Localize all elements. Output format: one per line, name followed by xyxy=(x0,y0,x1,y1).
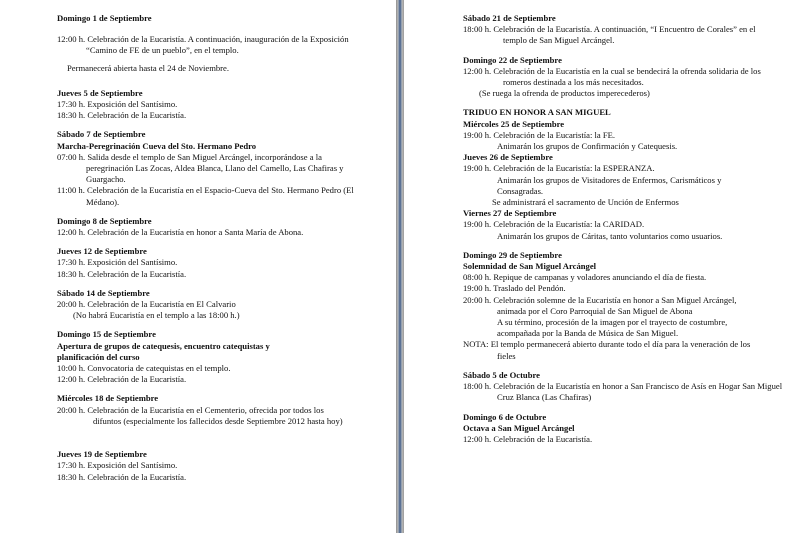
schedule-entry: 18:00 h. Celebración de la Eucaristía. A continuación, “I Encuentro de Corales” en el templo de San Miguel Arcángel. xyxy=(463,24,756,46)
schedule-entry: 20:00 h. Celebración solemne de la Eucaristía en honor a San Miguel Arcángel, animada por el Coro Parroquial de San Miguel de Abona xyxy=(463,294,737,316)
section-miercoles-18 xyxy=(57,393,357,427)
section-subtitle: Octava a San Miguel Arcángel xyxy=(463,422,575,433)
section-title: Miércoles 25 de Septiembre xyxy=(463,118,565,129)
schedule-entry: 17:30 h. Exposición del Santísimo. xyxy=(57,99,178,110)
section-domingo-22 xyxy=(463,55,783,100)
schedule-entry: 07:00 h. Salida desde el templo de San Miguel Arcángel, incorporándose a la peregrinación Las Zocas, Aldea Blanca, Llano del Camello, Las Chafiras y Guargacho. xyxy=(57,151,344,185)
schedule-entry: 10:00 h. Convocatoria de catequistas en el templo. xyxy=(57,363,231,374)
section-title: Jueves 19 de Septiembre xyxy=(57,449,147,460)
section-domingo-29 xyxy=(463,250,783,362)
section-title: Sábado 5 de Octubre xyxy=(463,369,540,380)
schedule-note: Permanecerá abierta hasta el 24 de Noviembre. xyxy=(67,62,230,73)
schedule-entry: 19:00 h. Celebración de la Eucaristía: la CARIDAD. xyxy=(463,219,645,230)
schedule-note: Animarán los grupos de Visitadores de Enfermos, Carismáticos y Consagradas. xyxy=(497,174,722,196)
section-subtitle: Apertura de grupos de catequesis, encuentro catequistas y planificación del curso xyxy=(57,340,270,362)
schedule-entry: 12:00 h. Celebración de la Eucaristía. A continuación, inauguración de la Exposición “Camino de FE de un pueblo”, en el templo. xyxy=(57,34,349,56)
schedule-entry: 20:00 h. Celebración de la Eucaristía en El Calvario xyxy=(57,299,236,310)
schedule-entry: 08:00 h. Repique de campanas y voladores anunciando el día de fiesta. xyxy=(463,272,707,283)
section-title: Domingo 15 de Septiembre xyxy=(57,329,156,340)
schedule-entry: 19:00 h. Traslado del Pendón. xyxy=(463,283,566,294)
schedule-note: Se administrará el sacramento de Unción de Enfermos xyxy=(492,197,679,208)
section-title: Viernes 27 de Septiembre xyxy=(463,208,557,219)
section-title: Miércoles 18 de Septiembre xyxy=(57,393,159,404)
schedule-entry: 17:30 h. Exposición del Santísimo. xyxy=(57,257,178,268)
section-jueves-12 xyxy=(57,246,357,280)
schedule-note: A su término, procesión de la imagen por el trayecto de costumbre, acompañada por la Banda de Música de San Miguel. xyxy=(497,317,728,339)
section-title: Domingo 6 de Octubre xyxy=(463,411,547,422)
section-sabado-21 xyxy=(463,13,783,47)
section-domingo-1 xyxy=(57,13,357,74)
section-title: Sábado 14 de Septiembre xyxy=(57,287,150,298)
schedule-entry: 19:00 h. Celebración de la Eucaristía: la ESPERANZA. xyxy=(463,163,655,174)
schedule-entry: 17:30 h. Exposición del Santísimo. xyxy=(57,460,178,471)
schedule-entry: 12:00 h. Celebración de la Eucaristía. xyxy=(463,433,593,444)
schedule-entry: 11:00 h. Celebración de la Eucaristía en el Espacio-Cueva del Sto. Hermano Pedro (El Médano). xyxy=(57,185,354,207)
section-jueves-19 xyxy=(57,449,357,483)
schedule-entry: 20:00 h. Celebración de la Eucaristía en el Cementerio, ofrecida por todos los difuntos (especialmente los fallecidos desde Septiembre 2012 hasta hoy) xyxy=(57,404,343,426)
schedule-entry: 19:00 h. Celebración de la Eucaristía: la FE. xyxy=(463,129,616,140)
section-subtitle: Solemnidad de San Miguel Arcángel xyxy=(463,261,597,272)
page-divider xyxy=(396,0,404,533)
section-title: Domingo 22 de Septiembre xyxy=(463,54,562,65)
section-title: Jueves 12 de Septiembre xyxy=(57,246,147,257)
schedule-note: (Se ruega la ofrenda de productos imperecederos) xyxy=(479,88,650,99)
section-title: Domingo 8 de Septiembre xyxy=(57,215,152,226)
section-jueves-5 xyxy=(57,88,357,122)
schedule-entry: 18:30 h. Celebración de la Eucaristía. xyxy=(57,471,187,482)
triduo-heading: TRIDUO EN HONOR A SAN MIGUEL xyxy=(463,107,611,118)
schedule-note: NOTA: El templo permanecerá abierto durante todo el día para la veneración de los fieles xyxy=(463,339,751,361)
schedule-entry: 12:00 h. Celebración de la Eucaristía en la cual se bendecirá la ofrenda solidaria de los romeros destinada a los más necesitados. xyxy=(463,65,761,88)
schedule-note: Animarán los grupos de Confirmación y Catequesis. xyxy=(497,141,678,152)
section-sabado-7 xyxy=(57,129,357,207)
schedule-note: Animarán los grupos de Cáritas, tanto voluntarios como usuarios. xyxy=(497,230,723,241)
section-title: Sábado 7 de Septiembre xyxy=(57,129,146,140)
right-content xyxy=(463,13,783,453)
section-subtitle: Marcha-Peregrinación Cueva del Sto. Hermano Pedro xyxy=(57,140,257,151)
section-sabado-14 xyxy=(57,288,357,322)
section-sabado-5-oct xyxy=(463,370,783,404)
section-title: Jueves 5 de Septiembre xyxy=(57,87,143,98)
section-title: Sábado 21 de Septiembre xyxy=(463,13,556,23)
section-domingo-6-oct xyxy=(463,412,783,446)
schedule-entry: 18:30 h. Celebración de la Eucaristía. xyxy=(57,268,187,279)
schedule-entry: 12:00 h. Celebración de la Eucaristía en honor a Santa María de Abona. xyxy=(57,227,304,238)
schedule-entry: 12:00 h. Celebración de la Eucaristía. xyxy=(57,374,187,385)
section-triduo xyxy=(463,107,783,241)
section-title: Domingo 29 de Septiembre xyxy=(463,249,562,260)
right-page xyxy=(404,0,804,533)
schedule-entry: 18:00 h. Celebración de la Eucaristía en honor a San Francisco de Asís en Hogar San Miguel Cruz Blanca (Las Chafiras) xyxy=(463,381,783,403)
section-title: Domingo 1 de Septiembre xyxy=(57,13,152,23)
schedule-entry: 18:30 h. Celebración de la Eucaristía. xyxy=(57,110,187,121)
section-domingo-8 xyxy=(57,216,357,238)
section-title: Jueves 26 de Septiembre xyxy=(463,152,553,163)
section-domingo-15 xyxy=(57,329,357,385)
left-page xyxy=(0,0,396,533)
schedule-note: (No habrá Eucaristía en el templo a las 18:00 h.) xyxy=(73,310,240,321)
left-content xyxy=(57,13,357,491)
